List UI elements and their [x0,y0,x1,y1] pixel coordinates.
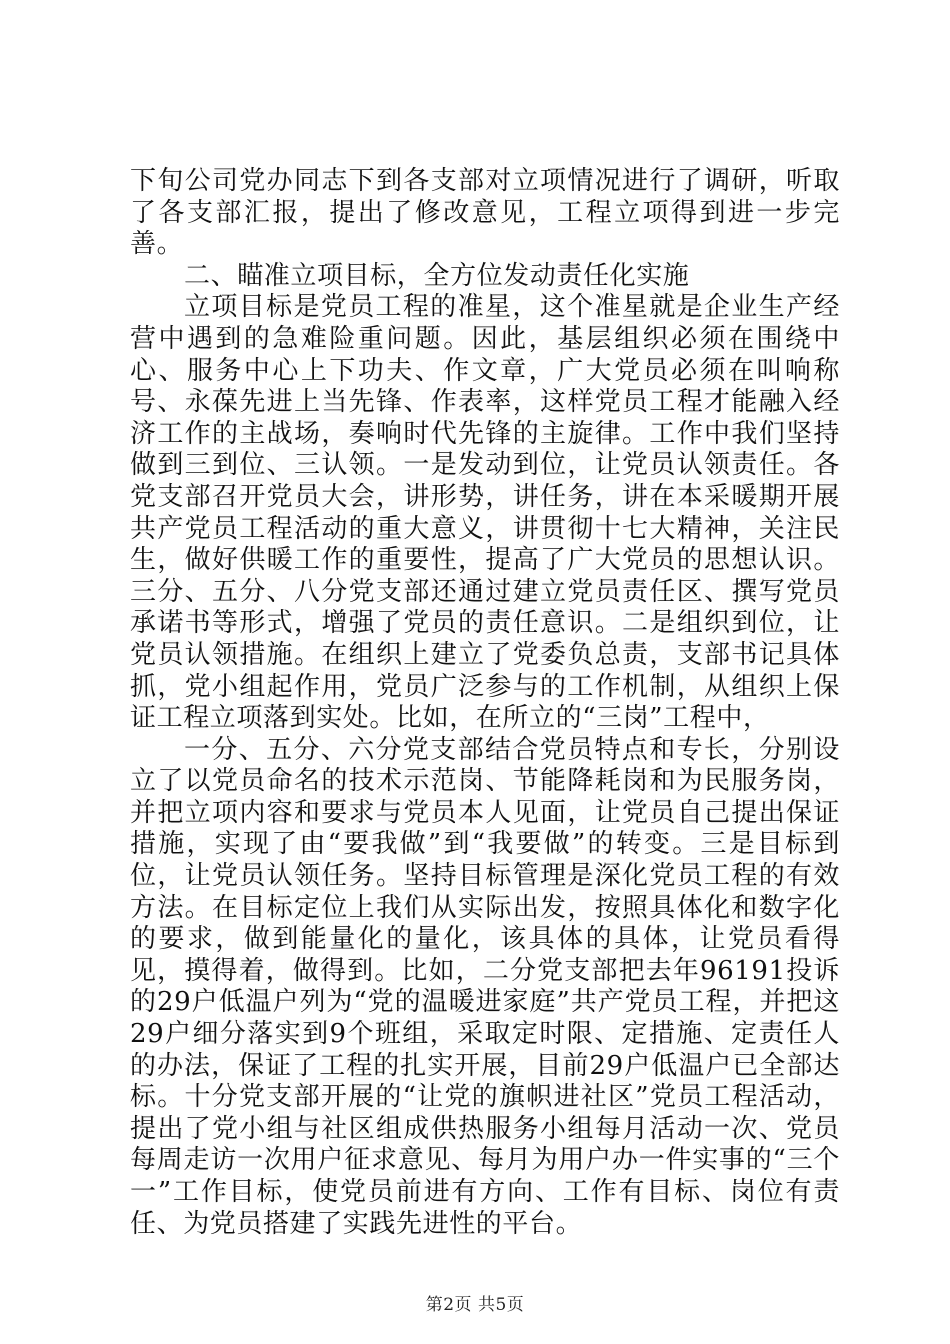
paragraph: 下旬公司党办同志下到各支部对立项情况进行了调研，听取了各支部汇报，提出了修改意见，工程立项得到进一步完善。 [130,166,840,260]
paragraph: 立项目标是党员工程的准星，这个准星就是企业生产经营中遇到的急难险重问题。因此，基层组织必须在围绕中心、服务中心上下功夫、作文章，广大党员必须在叫响称号、永葆先进上当先锋、作表率，这样党员工程才能融入经济工作的主战场，奏响时代先锋的主旋律。工作中我们坚持做到三到位、三认领。一是发动到位，让党员认领责任。各党支部召开党员大会，讲形势，讲任务，讲在本采暖期开展共产党员工程活动的重大意义，讲贯彻十七大精神，关注民生，做好供暖工作的重要性，提高了广大党员的思想认识。三分、五分、八分党支部还通过建立党员责任区、撰写党员承诺书等形式，增强了党员的责任意识。二是组织到位，让党员认领措施。在组织上建立了党委负总责，支部书记具体抓，党小组起作用，党员广泛参与的工作机制，从组织上保证工程立项落到实处。比如，在所立的“三岗”工程中， [130,292,840,734]
page-number-footer: 第2页 共5页 [425,1295,525,1315]
section-heading: 二、瞄准立项目标，全方位发动责任化实施 [184,260,690,291]
document-body [130,166,840,1240]
paragraph: 一分、五分、六分党支部结合党员特点和专长，分别设立了以党员命名的技术示范岗、节能降耗岗和为民服务岗，并把立项内容和要求与党员本人见面，让党员自己提出保证措施，实现了由“要我做”到“我要做”的转变。三是目标到位，让党员认领任务。坚持目标管理是深化党员工程的有效方法。在目标定位上我们从实际出发，按照具体化和数字化的要求，做到能量化的量化，该具体的具体，让党员看得见，摸得着，做得到。比如，二分党支部把去年96191投诉的29户低温户列为“党的温暖进家庭”共产党员工程，并把这29户细分落实到9个班组，采取定时限、定措施、定责任人的办法，保证了工程的扎实开展，目前29户低温户已全部达标。十分党支部开展的“让党的旗帜进社区”党员工程活动，提出了党小组与社区组成供热服务小组每月活动一次、党员每周走访一次用户征求意见、每月为用户办一件实事的“三个一”工作目标，使党员前进有方向、工作有目标、岗位有责任、为党员搭建了实践先进性的平台。 [130,734,840,1239]
